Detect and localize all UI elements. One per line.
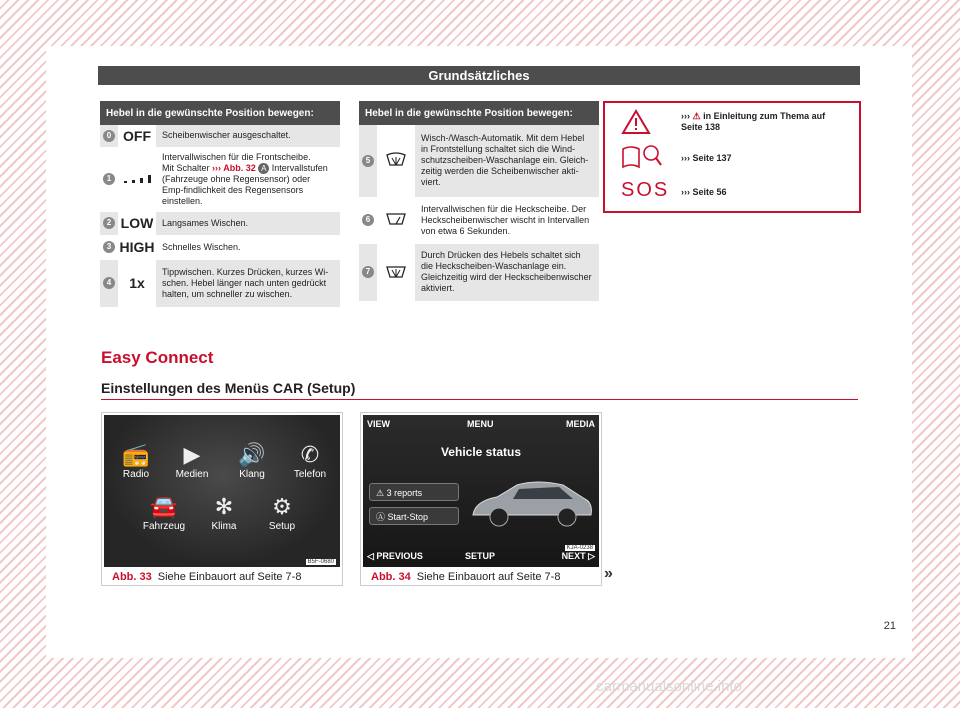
row-text: Durch Drücken des Hebels schaltet sich die Heckscheiben-Waschanlage ein. Gleichzeitig wird der Heckscheibenwischer aktiviert. xyxy=(415,243,599,301)
info-box xyxy=(603,101,861,213)
row-text: Wisch-/Wasch-Automatik. Mit dem Hebel in Frontstellung schaltet sich die Wind-schutzscheiben-Waschanlage ein. Gleich-zeitig werden die Scheibenwischer akti-viert. xyxy=(415,125,599,197)
app-phone[interactable]: ✆ Telefon xyxy=(280,441,340,480)
wiper-table-rear xyxy=(359,101,599,302)
play-icon: ▶ xyxy=(183,442,201,467)
section-title: Easy Connect xyxy=(101,348,214,367)
start-stop-button[interactable]: Ⓐ Start-Stop xyxy=(369,507,459,525)
radio-icon: 📻 xyxy=(122,442,150,467)
table-row xyxy=(359,197,599,243)
row-number: 6 xyxy=(362,214,374,226)
rear-washer-icon xyxy=(377,243,415,301)
infotainment-home-screen xyxy=(104,415,340,567)
speaker-icon: 🔊 xyxy=(238,442,266,467)
section-rule xyxy=(101,399,858,400)
sos-icon: SOS xyxy=(621,179,670,201)
table-heading: Hebel in die gewünschte Position bewegen: xyxy=(359,101,599,125)
row-text: Intervallwischen für die Heckscheibe. Der Heckscheibenwischer wischt in Intervallen von etwa 6 Sekunden. xyxy=(415,197,599,243)
table-row xyxy=(359,125,599,197)
wiper-symbol-low: LOW xyxy=(118,211,156,235)
view-button[interactable]: VIEW xyxy=(367,419,391,429)
warning-icon xyxy=(621,109,651,140)
windscreen-washer-icon xyxy=(377,125,415,197)
phone-icon: ✆ xyxy=(300,442,320,467)
figure-33 xyxy=(101,412,343,586)
car-image xyxy=(467,471,595,535)
info-line-manual[interactable]: ››› Seite 137 xyxy=(681,153,732,163)
fan-icon: ✻ xyxy=(214,494,234,519)
figure-code: KJA-0238 xyxy=(566,545,593,551)
page-header: Grundsätzliches xyxy=(98,66,860,85)
gear-icon: ⚙ xyxy=(272,494,292,519)
row-number: 3 xyxy=(103,241,115,253)
info-line-warning[interactable]: ››› ⚠ in Einleitung zum Thema auf Seite 138 xyxy=(681,111,826,132)
setup-button[interactable]: SETUP xyxy=(465,551,496,561)
row-number: 5 xyxy=(362,155,374,167)
figure-34 xyxy=(360,412,602,586)
watermark: carmanualsonline.info xyxy=(596,678,742,695)
table-row xyxy=(100,235,340,259)
info-line-sos[interactable]: ››› Seite 56 xyxy=(681,187,727,197)
continue-mark: » xyxy=(604,565,613,582)
car-icon: 🚘 xyxy=(150,494,178,519)
row-text: Langsames Wischen. xyxy=(156,211,340,235)
manual-icon xyxy=(621,143,663,174)
screen-title: Vehicle status xyxy=(440,445,522,459)
reports-button[interactable]: ⚠ 3 reports xyxy=(369,483,459,501)
row-text: Tippwischen. Kurzes Drücken, kurzes Wi-schen. Hebel länger nach unten gedrückt halten, um schneller zu wischen. xyxy=(156,259,340,307)
figure-code: B5F-0680 xyxy=(307,559,334,565)
figure-caption: Abb. 33 Siehe Einbauort auf Seite 7-8 xyxy=(112,571,302,583)
page-number: 21 xyxy=(883,620,896,632)
menu-button[interactable]: MENU xyxy=(467,419,494,429)
section-subtitle: Einstellungen des Menüs CAR (Setup) xyxy=(101,380,356,396)
vehicle-status-screen xyxy=(363,415,599,567)
app-radio[interactable]: 📻 Radio xyxy=(106,441,166,480)
figure-caption: Abb. 34 Siehe Einbauort auf Seite 7-8 xyxy=(371,571,561,583)
media-button[interactable]: MEDIA xyxy=(566,419,595,429)
wiper-symbol-single: 1x xyxy=(118,259,156,307)
table-row xyxy=(100,125,340,147)
table-row xyxy=(100,259,340,307)
app-vehicle[interactable]: 🚘 Fahrzeug xyxy=(134,493,194,532)
start-stop-icon: Ⓐ xyxy=(376,512,388,522)
app-setup[interactable]: ⚙ Setup xyxy=(252,493,312,532)
warning-icon: ⚠ xyxy=(376,488,387,498)
wiper-symbol-high: HIGH xyxy=(118,235,156,259)
row-number: 0 xyxy=(103,130,115,142)
row-number: 4 xyxy=(103,277,115,289)
row-number: 7 xyxy=(362,266,374,278)
row-text: Intervallwischen für die Frontscheibe. Mit Schalter ››› Abb. 32 A Intervallstufen (Fahrzeuge ohne Regensensor) oder Emp-findlichkeit des Regensensors einstellen. xyxy=(156,147,340,211)
callout-a: A xyxy=(258,163,269,174)
table-row xyxy=(100,211,340,235)
app-media[interactable]: ▶ Medien xyxy=(162,441,222,480)
wiper-table-front xyxy=(100,101,340,308)
interval-bars-icon xyxy=(118,147,156,211)
app-sound[interactable]: 🔊 Klang xyxy=(222,441,282,480)
app-climate[interactable]: ✻ Klima xyxy=(194,493,254,532)
table-heading: Hebel in die gewünschte Position bewegen: xyxy=(100,101,340,125)
row-text: Schnelles Wischen. xyxy=(156,235,340,259)
table-row xyxy=(359,243,599,301)
previous-button[interactable]: ◁ PREVIOUS xyxy=(367,551,423,561)
row-number: 2 xyxy=(103,217,115,229)
reference-link[interactable]: ››› Abb. 32 xyxy=(212,162,256,173)
rear-wiper-icon xyxy=(377,197,415,243)
next-button[interactable]: NEXT ▷ xyxy=(561,551,595,561)
wiper-symbol-off: OFF xyxy=(118,125,156,147)
row-text: Scheibenwischer ausgeschaltet. xyxy=(156,125,340,147)
row-number: 1 xyxy=(103,173,115,185)
table-row xyxy=(100,147,340,211)
